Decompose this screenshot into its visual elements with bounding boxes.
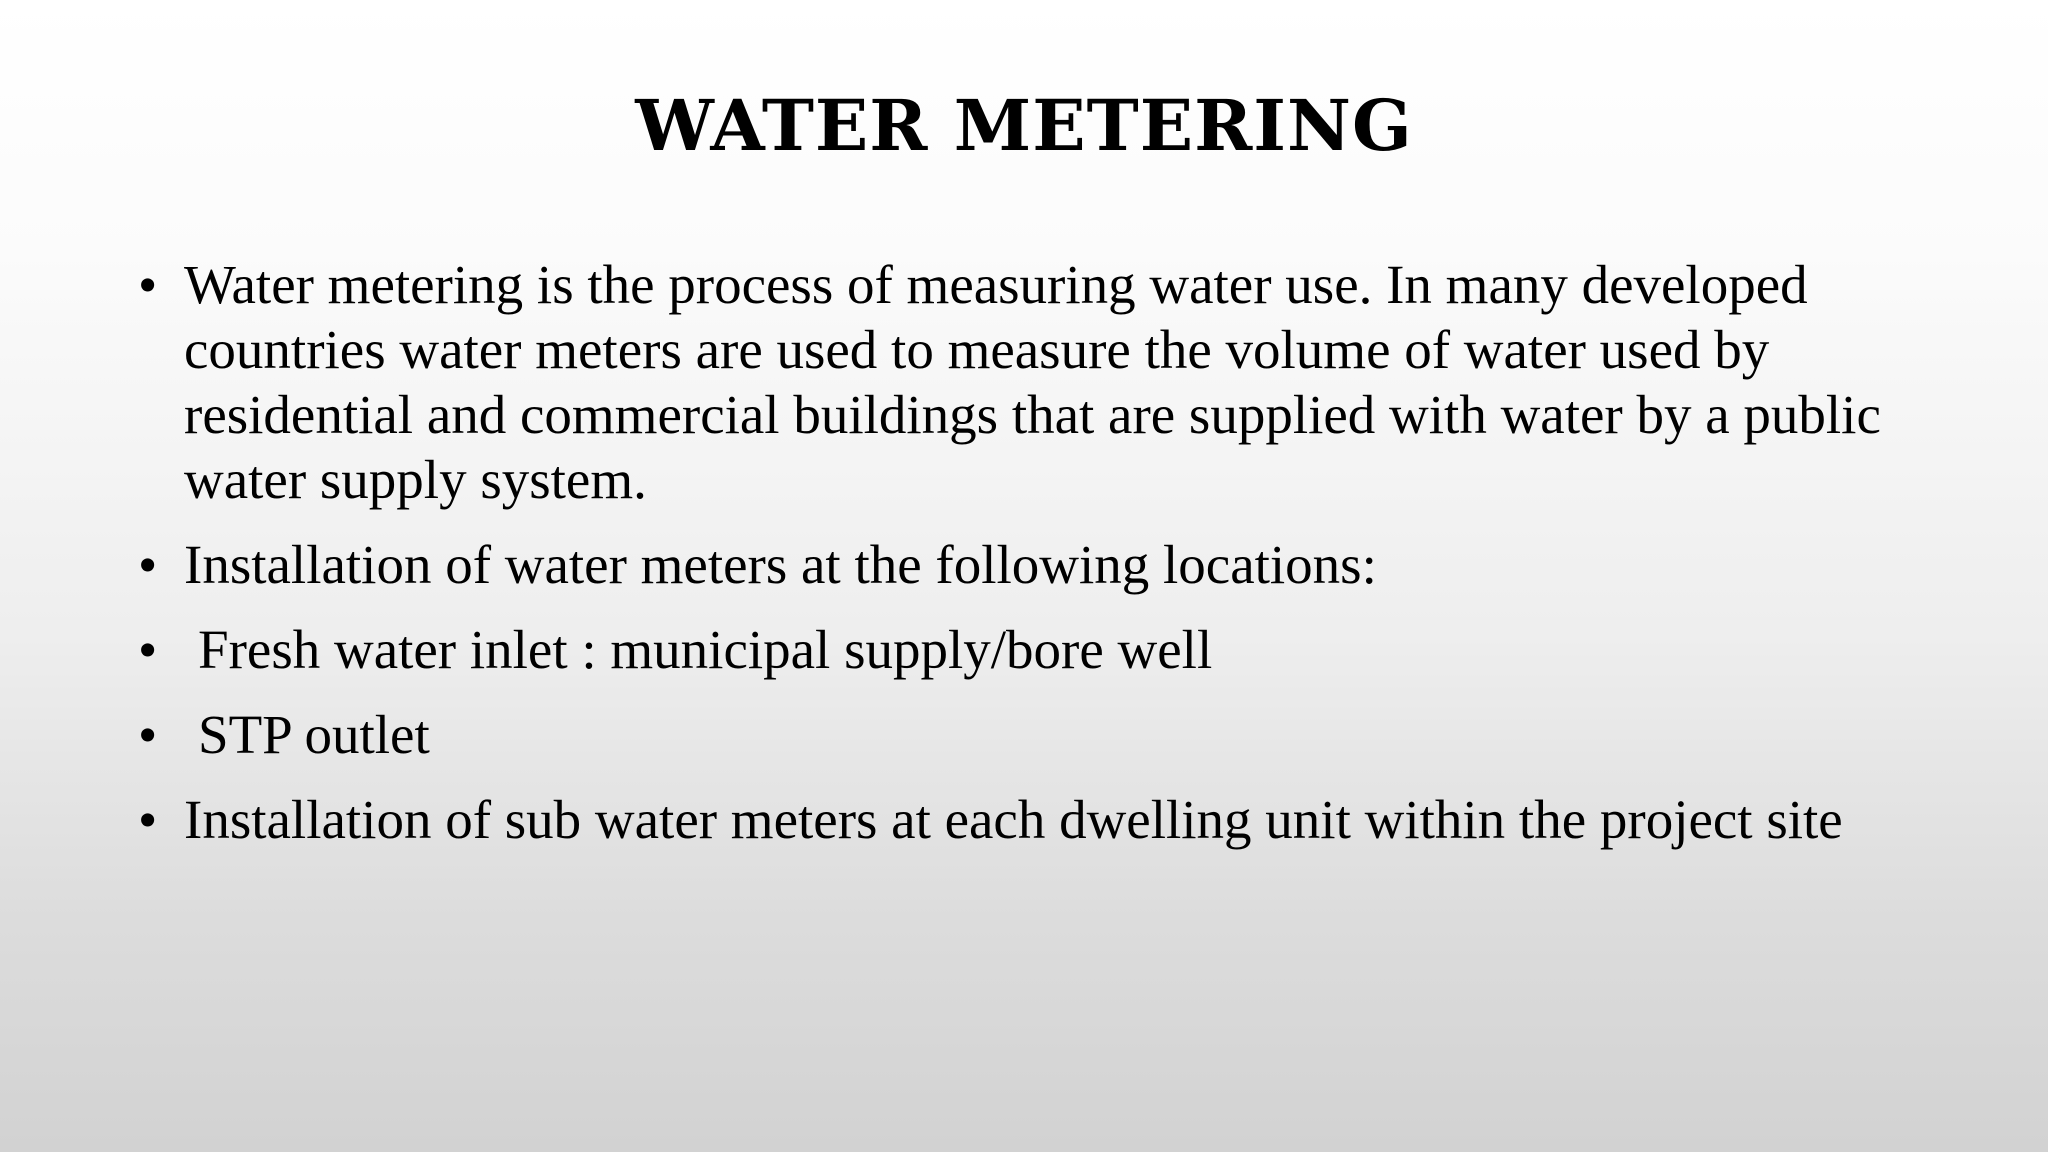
bullet-item (138, 252, 1898, 512)
bullet-text-water-metering-definition: Water metering is the process of measuring water use. In many developed countries water meters are used to measure the volume of water used by residential and commercial buildings that are supplied with water by a public water supply system. (184, 254, 1881, 510)
bullet-item (138, 787, 1898, 852)
bullet-icon: • (138, 534, 158, 595)
bullet-text-sub-water-meters: Installation of sub water meters at each dwelling unit within the project site (184, 789, 1843, 850)
bullet-item (138, 617, 1898, 682)
bullet-item (138, 532, 1898, 597)
slide-title: WATER METERING (635, 84, 1413, 167)
bullet-text-stp-outlet: STP outlet (198, 704, 430, 765)
bullet-list (138, 252, 1898, 872)
bullet-item (138, 702, 1898, 767)
bullet-text-fresh-water-inlet: Fresh water inlet : municipal supply/bore well (198, 619, 1213, 680)
bullet-text-installation-locations: Installation of water meters at the following locations: (184, 534, 1377, 595)
bullet-icon: • (138, 789, 158, 850)
bullet-icon: • (138, 704, 158, 765)
bullet-icon: • (138, 254, 158, 315)
bullet-icon: • (138, 619, 158, 680)
